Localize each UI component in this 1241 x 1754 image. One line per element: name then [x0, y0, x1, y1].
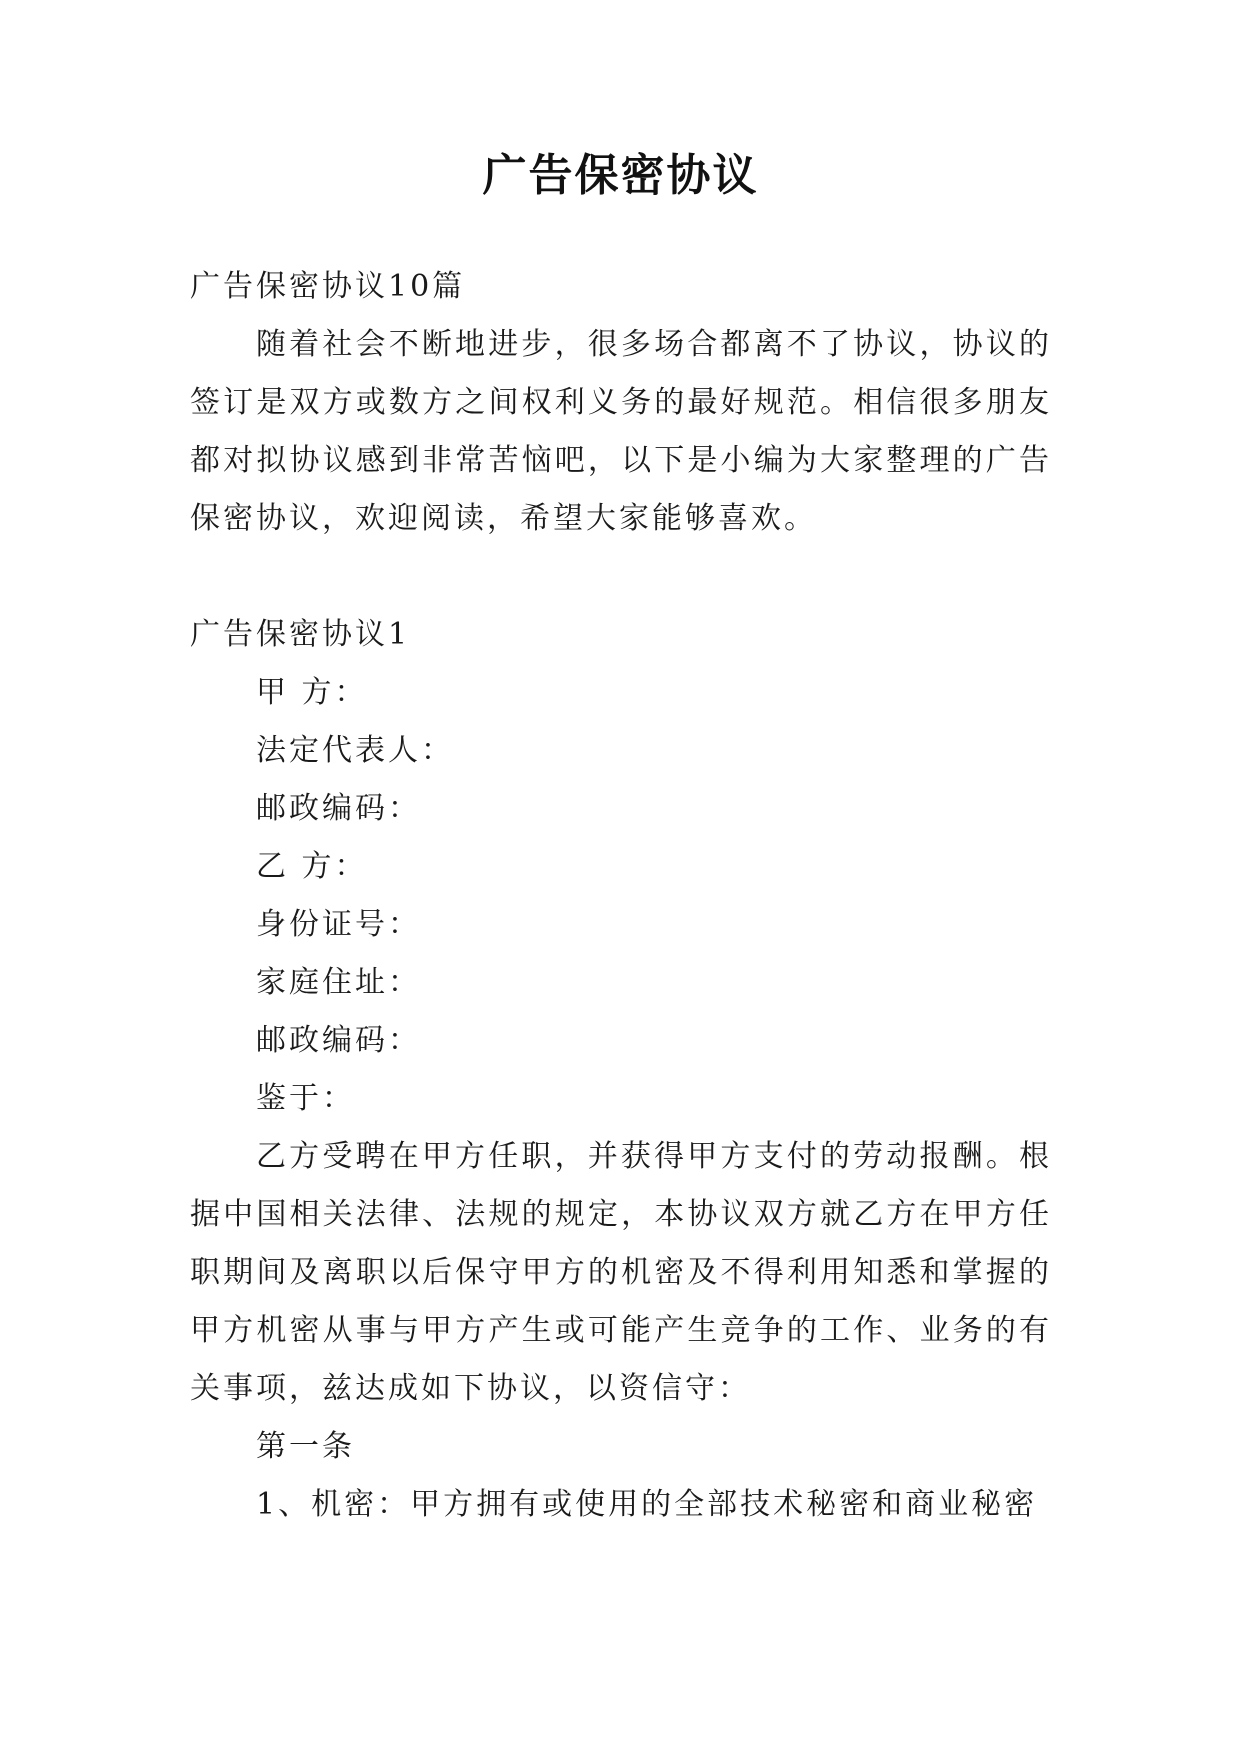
document-body: [190, 258, 1052, 1534]
field-legal-representative: 法定代表人：: [256, 733, 454, 768]
field-postal-code-b: 邮政编码：: [256, 1023, 421, 1058]
field-party-a: 甲 方：: [256, 675, 368, 710]
paragraph-gap: [190, 548, 1052, 606]
clause-1-paragraph: 1、机密：甲方拥有或使用的全部技术秘密和商业秘密: [256, 1487, 1038, 1522]
field-id-number: 身份证号：: [256, 907, 421, 942]
whereas-label: 鉴于：: [256, 1081, 355, 1116]
article-1-label: 第一条: [256, 1429, 355, 1464]
document-title: 广告保密协议: [482, 150, 759, 201]
field-party-b: 乙 方：: [256, 849, 368, 884]
field-postal-code-a: 邮政编码：: [256, 791, 421, 826]
document-subtitle: 广告保密协议10篇: [190, 269, 466, 304]
field-home-address: 家庭住址：: [256, 965, 421, 1000]
whereas-paragraph: 乙方受聘在甲方任职，并获得甲方支付的劳动报酬。根据中国相关法律、法规的规定，本协议双方就乙方在甲方任职期间及离职以后保守甲方的机密及不得利用知悉和掌握的甲方机密从事与甲方产生或可能产生竞争的工作、业务的有关事项，兹达成如下协议，以资信守：: [190, 1139, 1052, 1406]
intro-paragraph: 随着社会不断地进步，很多场合都离不了协议，协议的签订是双方或数方之间权利义务的最好规范。相信很多朋友都对拟协议感到非常苦恼吧，以下是小编为大家整理的广告保密协议，欢迎阅读，希望大家能够喜欢。: [190, 327, 1052, 536]
section-heading-1: 广告保密协议1: [190, 617, 411, 652]
